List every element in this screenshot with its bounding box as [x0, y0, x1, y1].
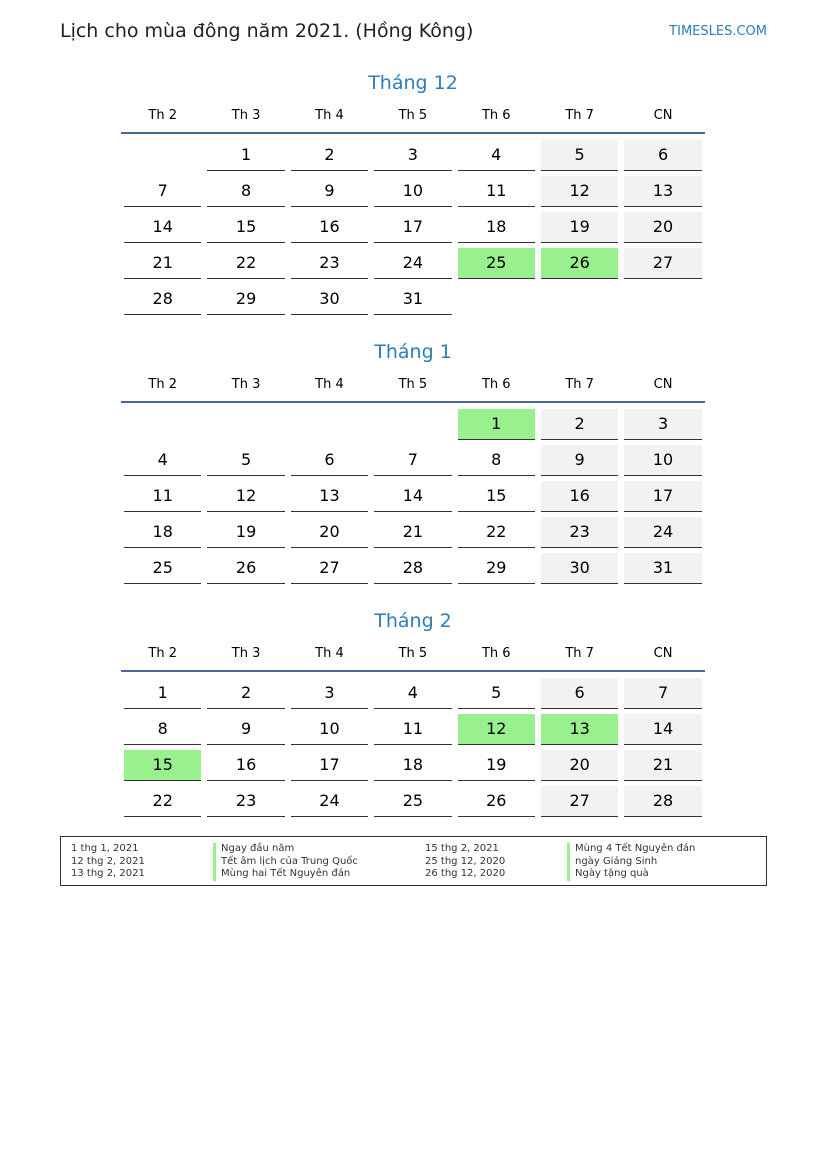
day-number: 4 [124, 445, 201, 476]
weekday-label: Th 5 [398, 107, 428, 123]
legend-date: 1 thg 1, 2021 [71, 843, 139, 854]
day-cell [121, 784, 204, 820]
day-cell [538, 246, 621, 282]
day-cell [288, 748, 371, 784]
weekday-label: CN [653, 645, 673, 661]
day-number: 15 [458, 481, 535, 512]
day-cell [621, 138, 704, 174]
day-cell [204, 515, 287, 551]
empty-cell [455, 282, 538, 318]
weekday-label: Th 7 [565, 645, 594, 661]
day-number: 17 [291, 750, 368, 781]
day-cell [371, 174, 454, 210]
day-number: 26 [207, 553, 284, 584]
weekend-day: 23 [541, 517, 618, 548]
day-number: 22 [458, 517, 535, 548]
day-number: 27 [291, 553, 368, 584]
day-cell [204, 174, 287, 210]
day-cell [455, 210, 538, 246]
weekday-label: Th 5 [398, 376, 428, 392]
empty-cell [288, 407, 371, 443]
day-cell [621, 515, 704, 551]
week-row [121, 282, 705, 318]
legend-holiday-name: Tết âm lịch của Trung Quốc [213, 856, 358, 869]
day-cell [538, 676, 621, 712]
day-number: 8 [124, 714, 201, 745]
empty-cell [621, 282, 704, 318]
weekend-day: 24 [624, 517, 701, 548]
day-cell [121, 174, 204, 210]
day-cell [204, 551, 287, 587]
day-number: 12 [207, 481, 284, 512]
legend-date: 26 thg 12, 2020 [425, 868, 506, 879]
day-number: 1 [207, 140, 284, 171]
day-cell [371, 676, 454, 712]
weekend-day: 9 [541, 445, 618, 476]
weekend-day: 20 [624, 212, 701, 243]
week-row [121, 748, 705, 784]
day-cell [538, 479, 621, 515]
weekend-day: 14 [624, 714, 701, 745]
day-cell [288, 479, 371, 515]
weekday-label: Th 6 [481, 645, 511, 661]
day-cell [204, 246, 287, 282]
weekend-day: 31 [624, 553, 701, 584]
day-cell [621, 712, 704, 748]
day-number: 16 [291, 212, 368, 243]
legend-holiday-name: ngày Giáng Sinh [567, 856, 695, 869]
day-cell [538, 174, 621, 210]
weekend-day: 6 [624, 140, 701, 171]
day-cell [288, 676, 371, 712]
legend-date: 13 thg 2, 2021 [71, 868, 145, 879]
day-cell [121, 712, 204, 748]
day-cell [455, 748, 538, 784]
holiday-day: 12 [458, 714, 535, 745]
day-number: 26 [458, 786, 535, 817]
day-number: 15 [207, 212, 284, 243]
day-number: 5 [458, 678, 535, 709]
day-number: 7 [124, 176, 201, 207]
day-cell [621, 676, 704, 712]
day-cell [371, 515, 454, 551]
weekday-header [121, 367, 705, 403]
day-number: 30 [291, 284, 368, 315]
day-cell [204, 210, 287, 246]
day-cell [288, 210, 371, 246]
day-cell [621, 174, 704, 210]
day-number: 18 [374, 750, 451, 781]
weekday-label: Th 3 [231, 376, 261, 392]
site-link[interactable]: TIMESLES.COM [669, 24, 767, 39]
day-number: 1 [124, 678, 201, 709]
day-cell [455, 515, 538, 551]
week-row [121, 712, 705, 748]
week-row [121, 479, 705, 515]
weekend-day: 17 [624, 481, 701, 512]
day-number: 7 [374, 445, 451, 476]
empty-cell [121, 138, 204, 174]
day-cell [455, 676, 538, 712]
day-cell [371, 551, 454, 587]
day-number: 19 [458, 750, 535, 781]
day-cell [371, 443, 454, 479]
empty-cell [538, 282, 621, 318]
day-number: 22 [207, 248, 284, 279]
day-cell [204, 676, 287, 712]
weekday-label: Th 4 [315, 645, 344, 661]
day-cell [538, 138, 621, 174]
holiday-day: 13 [541, 714, 618, 745]
weekend-day: 10 [624, 445, 701, 476]
weekend-day: 13 [624, 176, 701, 207]
day-cell [204, 479, 287, 515]
day-number: 23 [207, 786, 284, 817]
day-number: 25 [374, 786, 451, 817]
day-number: 18 [458, 212, 535, 243]
week-row [121, 515, 705, 551]
weekend-day: 27 [624, 248, 701, 279]
day-cell [288, 551, 371, 587]
day-cell [371, 138, 454, 174]
weekday-label: Th 4 [315, 107, 344, 123]
day-cell [455, 443, 538, 479]
weekend-day: 3 [624, 409, 701, 440]
day-cell [288, 784, 371, 820]
day-cell [204, 282, 287, 318]
month-calendar [121, 606, 705, 820]
day-number: 23 [291, 248, 368, 279]
weekday-label: Th 4 [315, 376, 344, 392]
day-cell [621, 479, 704, 515]
legend-date: 12 thg 2, 2021 [71, 855, 145, 867]
month-title: Tháng 2 [374, 610, 452, 632]
day-number: 9 [207, 714, 284, 745]
holiday-day: 26 [541, 248, 618, 279]
day-cell [621, 407, 704, 443]
day-cell [621, 443, 704, 479]
day-cell [538, 551, 621, 587]
day-cell [371, 784, 454, 820]
day-cell [621, 551, 704, 587]
week-row [121, 174, 705, 210]
month-title: Tháng 1 [374, 341, 452, 363]
day-cell [538, 515, 621, 551]
day-cell [204, 138, 287, 174]
day-cell [455, 407, 538, 443]
day-cell [121, 210, 204, 246]
weekday-label: Th 7 [565, 107, 594, 123]
day-number: 20 [291, 517, 368, 548]
day-cell [121, 479, 204, 515]
empty-cell [371, 407, 454, 443]
weekend-day: 2 [541, 409, 618, 440]
weekday-label: Th 3 [231, 107, 261, 123]
weekday-label: Th 2 [148, 107, 177, 123]
day-cell [204, 748, 287, 784]
week-row [121, 138, 705, 174]
legend-date: 15 thg 2, 2021 [425, 843, 499, 854]
weekday-label: CN [653, 376, 673, 392]
day-number: 4 [374, 678, 451, 709]
day-cell [538, 712, 621, 748]
day-number: 4 [458, 140, 535, 171]
weekday-label: Th 2 [148, 376, 177, 392]
weekday-label: Th 2 [148, 645, 177, 661]
day-number: 18 [124, 517, 201, 548]
day-number: 2 [291, 140, 368, 171]
legend-holiday-name: Ngày tặng quà [567, 868, 695, 881]
day-cell [121, 443, 204, 479]
day-cell [121, 551, 204, 587]
day-cell [121, 282, 204, 318]
day-number: 22 [124, 786, 201, 817]
weekday-label: Th 6 [481, 376, 511, 392]
empty-cell [204, 407, 287, 443]
legend-holiday-name: Ngay đầu năm [213, 843, 358, 856]
day-number: 28 [124, 284, 201, 315]
day-cell [371, 748, 454, 784]
day-cell [455, 246, 538, 282]
day-number: 3 [291, 678, 368, 709]
weekday-header [121, 636, 705, 672]
legend-holiday-name: Mùng 4 Tết Nguyên đán [567, 843, 695, 856]
weekend-day: 5 [541, 140, 618, 171]
day-cell [621, 246, 704, 282]
weekday-header [121, 98, 705, 134]
holiday-day: 15 [124, 750, 201, 781]
day-cell [538, 748, 621, 784]
weekday-label: Th 5 [398, 645, 428, 661]
day-cell [288, 246, 371, 282]
weekday-label: Th 7 [565, 376, 594, 392]
day-cell [455, 138, 538, 174]
weekday-label: Th 3 [231, 645, 261, 661]
day-cell [455, 784, 538, 820]
day-cell [121, 676, 204, 712]
day-number: 6 [291, 445, 368, 476]
legend-holiday-name: Mùng hai Tết Nguyên đán [213, 868, 358, 881]
day-cell [455, 551, 538, 587]
day-number: 13 [291, 481, 368, 512]
day-number: 29 [207, 284, 284, 315]
weekend-day: 20 [541, 750, 618, 781]
day-cell [121, 748, 204, 784]
month-calendar [121, 337, 705, 587]
day-number: 16 [207, 750, 284, 781]
week-row [121, 784, 705, 820]
day-cell [621, 748, 704, 784]
day-cell [288, 138, 371, 174]
day-cell [538, 210, 621, 246]
weekend-day: 30 [541, 553, 618, 584]
day-number: 24 [374, 248, 451, 279]
day-number: 14 [124, 212, 201, 243]
day-cell [455, 479, 538, 515]
day-cell [371, 210, 454, 246]
day-number: 11 [124, 481, 201, 512]
day-cell [371, 479, 454, 515]
weekend-day: 21 [624, 750, 701, 781]
weekend-day: 6 [541, 678, 618, 709]
day-cell [455, 712, 538, 748]
day-number: 17 [374, 212, 451, 243]
day-number: 3 [374, 140, 451, 171]
day-cell [288, 282, 371, 318]
day-cell [121, 515, 204, 551]
week-row [121, 443, 705, 479]
page-title: Lịch cho mùa đông năm 2021. (Hồng Kông) [60, 20, 474, 42]
day-number: 19 [207, 517, 284, 548]
day-cell [371, 282, 454, 318]
day-number: 25 [124, 553, 201, 584]
day-cell [455, 174, 538, 210]
day-number: 2 [207, 678, 284, 709]
day-cell [538, 784, 621, 820]
day-number: 11 [374, 714, 451, 745]
weekend-day: 19 [541, 212, 618, 243]
day-number: 24 [291, 786, 368, 817]
weekend-day: 27 [541, 786, 618, 817]
day-number: 5 [207, 445, 284, 476]
day-cell [371, 712, 454, 748]
day-cell [121, 246, 204, 282]
day-number: 10 [291, 714, 368, 745]
day-number: 8 [458, 445, 535, 476]
holiday-day: 25 [458, 248, 535, 279]
holiday-day: 1 [458, 409, 535, 440]
legend-date: 25 thg 12, 2020 [425, 855, 506, 867]
week-row [121, 246, 705, 282]
weekend-day: 12 [541, 176, 618, 207]
week-row [121, 210, 705, 246]
day-cell [288, 443, 371, 479]
weekday-label: Th 6 [481, 107, 511, 123]
empty-cell [121, 407, 204, 443]
day-number: 10 [374, 176, 451, 207]
day-cell [538, 443, 621, 479]
day-cell [538, 407, 621, 443]
day-cell [204, 784, 287, 820]
day-number: 11 [458, 176, 535, 207]
week-row [121, 407, 705, 443]
weekend-day: 28 [624, 786, 701, 817]
day-cell [621, 210, 704, 246]
day-cell [371, 246, 454, 282]
day-cell [288, 712, 371, 748]
day-cell [204, 443, 287, 479]
day-number: 8 [207, 176, 284, 207]
weekend-day: 16 [541, 481, 618, 512]
day-number: 14 [374, 481, 451, 512]
day-cell [621, 784, 704, 820]
holiday-legend [60, 836, 767, 886]
day-number: 21 [374, 517, 451, 548]
day-number: 21 [124, 248, 201, 279]
day-cell [204, 712, 287, 748]
week-row [121, 551, 705, 587]
day-number: 9 [291, 176, 368, 207]
month-calendar [121, 68, 705, 318]
weekday-label: CN [653, 107, 673, 123]
week-row [121, 676, 705, 712]
weekend-day: 7 [624, 678, 701, 709]
day-number: 29 [458, 553, 535, 584]
day-cell [288, 174, 371, 210]
day-number: 28 [374, 553, 451, 584]
day-number: 31 [374, 284, 451, 315]
month-title: Tháng 12 [368, 72, 458, 94]
day-cell [288, 515, 371, 551]
